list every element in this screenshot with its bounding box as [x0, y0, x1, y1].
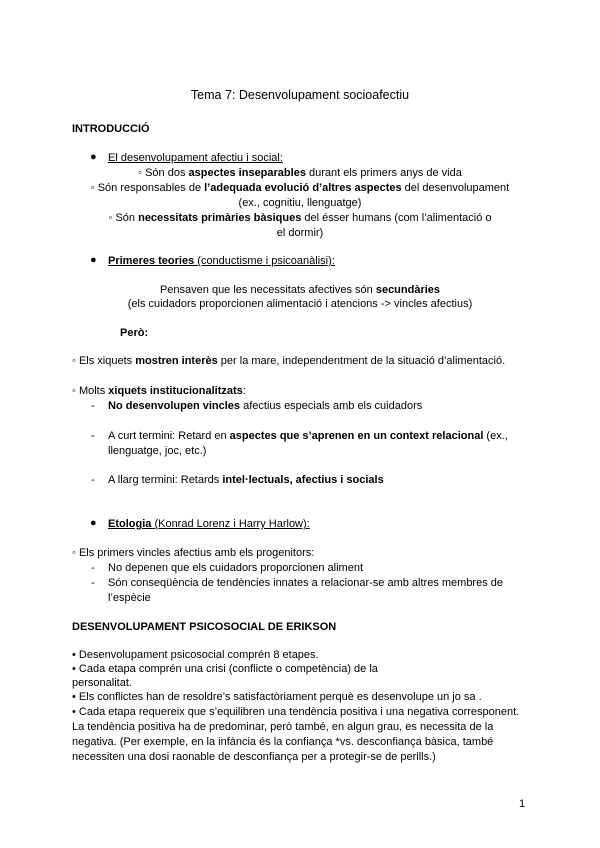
dash-item-continuation: llenguatge, joc, etc.) — [108, 445, 207, 457]
paragraph-text: ◦ Molts — [72, 385, 109, 397]
sub-item-text: ◦ Són dos — [138, 167, 189, 179]
list-item-text: (conductisme i psicoanàlisi): — [194, 255, 335, 267]
sub-item-text: durant els primers anys de vida — [305, 167, 462, 179]
sub-item-text: del desenvolupament — [401, 182, 510, 194]
dash-item: No depenen que els cuidadors proporcionen aliment — [108, 562, 364, 574]
dash-marker: - — [91, 400, 95, 412]
erikson-line: personalitat. — [72, 677, 132, 689]
dash-item-text: A llarg termini: Retards — [108, 474, 223, 486]
page-number: 1 — [519, 798, 526, 810]
sub-item-continuation: (ex., cognitiu, llenguatge) — [238, 197, 362, 209]
paragraph-bold: mostren interès — [135, 355, 218, 367]
list-item-bold: Primeres teories — [108, 255, 195, 267]
paragraph-institucionalitzats — [72, 384, 246, 398]
erikson-line: • Desenvolupament psicosocial comprén 8 etapes. — [72, 649, 319, 661]
list-item-bold: Etologia — [108, 518, 152, 530]
pero-label: Però: — [120, 327, 149, 339]
list-item-label-afectiu: El desenvolupament afectiu i social: — [108, 152, 283, 164]
section-heading-introduccio: INTRODUCCIÓ — [72, 123, 150, 135]
erikson-line: • Cada etapa comprén una crisi (conflicte o competència) de la — [72, 663, 378, 675]
sub-item-continuation: el dormir) — [276, 227, 324, 239]
dash-item — [108, 429, 508, 443]
sub-item-text: ◦ Són — [108, 212, 139, 224]
dash-item-text: (ex., — [483, 430, 508, 442]
erikson-line: La tendència positiva ha de predominar, però també, en algun grau, es necessita de la — [72, 721, 494, 733]
bullet-icon: ● — [90, 517, 97, 529]
sub-item-bold: l’adequada evolució d’altres aspectes — [204, 182, 402, 194]
sub-item-bold: aspectes inseparables — [188, 167, 306, 179]
list-item-text: (Konrad Lorenz i Harry Harlow): — [151, 518, 310, 530]
dash-marker: - — [91, 562, 95, 574]
dash-marker: - — [91, 474, 95, 486]
dash-marker: - — [91, 430, 95, 442]
dash-item-text: A curt termini: Retard en — [108, 430, 230, 442]
erikson-line: necessiten una dosi raonable de desconfiança per a protegir-se de perills.) — [72, 751, 436, 763]
dash-item — [108, 473, 384, 487]
list-item-label-etologia — [108, 517, 310, 531]
list-item-label-teories — [108, 254, 335, 268]
dash-item-text: afectius especials amb els cuidadors — [240, 400, 423, 412]
erikson-line: • Cada etapa requereix que s’equilibren una tendència positiva i una negativa corresponent. — [72, 706, 520, 718]
dash-item-bold: aspectes que s’aprenen en un context relacional — [229, 430, 484, 442]
dash-item-bold: intel·lectuals, afectius i socials — [222, 474, 384, 486]
theory-text: Pensaven que les necessitats afectives són — [159, 284, 376, 296]
theory-line-1 — [0, 283, 600, 297]
paragraph-text: ◦ Els xiquets — [72, 355, 136, 367]
bullet-icon: ● — [90, 151, 97, 163]
sub-item-text: ◦ Són responsables de — [90, 182, 205, 194]
bullet-icon: ● — [90, 254, 97, 266]
paragraph-text: per la mare, independentment de la situació d’alimentació. — [217, 355, 506, 367]
erikson-line: • Els conflictes han de resoldre’s satisfactòriament perquè es desenvolupe un jo sa . — [72, 691, 482, 703]
sub-item-responsables — [0, 181, 600, 195]
dash-item-bold: No desenvolupen vincles — [108, 400, 241, 412]
paragraph-bold: xiquets institucionalitzats — [108, 385, 243, 397]
dash-item-continuation: l’espècie — [108, 592, 151, 604]
sub-item-necessitats — [0, 211, 600, 225]
section-heading-erikson: DESENVOLUPAMENT PSICOSOCIAL DE ERIKSON — [72, 621, 337, 633]
theory-bold: secundàries — [375, 284, 441, 296]
sub-item-text: del ésser humans (com l’alimentació o — [301, 212, 492, 224]
paragraph-primers-vincles: ◦ Els primers vincles afectius amb els progenitors: — [72, 547, 315, 559]
erikson-line: negativa. (Per exemple, en la infància és la confiança *vs. desconfiança bàsica, també — [72, 736, 494, 748]
theory-line-2: (els cuidadors proporcionen alimentació i atencions -> vincles afectius) — [127, 298, 473, 310]
paragraph-text: : — [242, 385, 246, 397]
sub-item-inseparables — [0, 166, 600, 180]
dash-item — [108, 399, 422, 413]
sub-item-bold: necessitats primàries bàsiques — [138, 212, 302, 224]
dash-item: Són conseqüència de tendències innates a relacionar-se amb altres membres de — [108, 577, 504, 589]
paragraph-xiquets — [72, 354, 505, 368]
dash-marker: - — [91, 577, 95, 589]
page-title: Tema 7: Desenvolupament socioafectiu — [190, 88, 410, 102]
